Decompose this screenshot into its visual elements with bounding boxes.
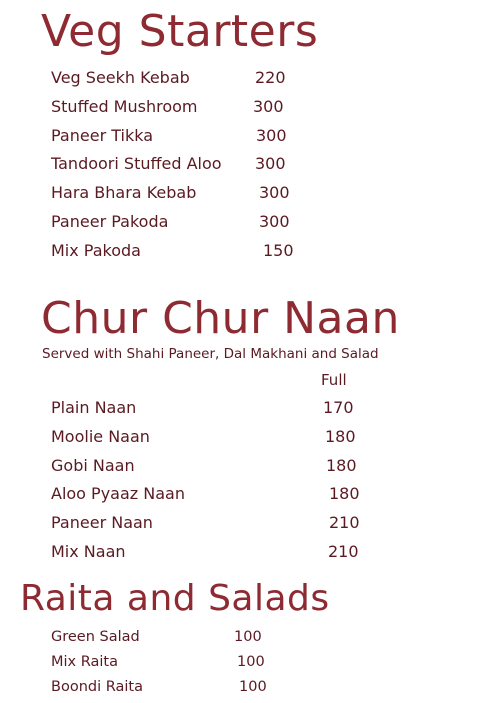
item-name: Veg Seekh Kebab <box>51 68 190 87</box>
menu-item <box>0 241 497 265</box>
menu-item <box>0 126 497 150</box>
item-price: 300 <box>253 97 284 116</box>
item-name: Hara Bhara Kebab <box>51 183 197 202</box>
menu-item <box>0 212 497 236</box>
item-name: Mix Naan <box>51 542 126 561</box>
item-price: 180 <box>326 456 357 475</box>
section-subtitle: Served with Shahi Paneer, Dal Makhani and Salad <box>42 346 379 362</box>
menu-item <box>0 68 497 92</box>
item-price: 300 <box>255 154 286 173</box>
price-column-header: Full <box>321 371 347 389</box>
menu-item <box>0 154 497 178</box>
item-name: Moolie Naan <box>51 427 150 446</box>
item-price: 150 <box>263 241 294 260</box>
item-price: 300 <box>259 212 290 231</box>
item-name: Stuffed Mushroom <box>51 97 198 116</box>
item-name: Gobi Naan <box>51 456 135 475</box>
item-price: 300 <box>259 183 290 202</box>
section-title-chur-chur-naan: Chur Chur Naan <box>41 293 400 344</box>
section-title-veg-starters: Veg Starters <box>41 6 319 57</box>
menu-item <box>0 484 497 508</box>
item-name: Boondi Raita <box>51 679 143 695</box>
menu-item <box>0 629 497 653</box>
item-name: Green Salad <box>51 629 140 645</box>
item-name: Aloo Pyaaz Naan <box>51 484 185 503</box>
item-name: Mix Pakoda <box>51 241 141 260</box>
item-price: 180 <box>325 427 356 446</box>
item-price: 100 <box>239 679 267 695</box>
item-name: Tandoori Stuffed Aloo <box>51 154 222 173</box>
item-price: 180 <box>329 484 360 503</box>
item-name: Paneer Pakoda <box>51 212 169 231</box>
item-price: 170 <box>323 398 354 417</box>
item-name: Mix Raita <box>51 654 118 670</box>
item-price: 210 <box>328 542 359 561</box>
section-title-raita-salads: Raita and Salads <box>20 578 330 619</box>
menu-item <box>0 456 497 480</box>
item-name: Paneer Naan <box>51 513 153 532</box>
item-price: 300 <box>256 126 287 145</box>
menu-item <box>0 679 497 703</box>
item-price: 220 <box>255 68 286 87</box>
item-price: 100 <box>234 629 262 645</box>
menu-item <box>0 398 497 422</box>
menu-item <box>0 427 497 451</box>
item-name: Plain Naan <box>51 398 137 417</box>
menu-item <box>0 654 497 678</box>
menu-item <box>0 97 497 121</box>
menu-item <box>0 513 497 537</box>
menu-item <box>0 183 497 207</box>
item-price: 100 <box>237 654 265 670</box>
item-price: 210 <box>329 513 360 532</box>
item-name: Paneer Tikka <box>51 126 154 145</box>
menu-item <box>0 542 497 566</box>
